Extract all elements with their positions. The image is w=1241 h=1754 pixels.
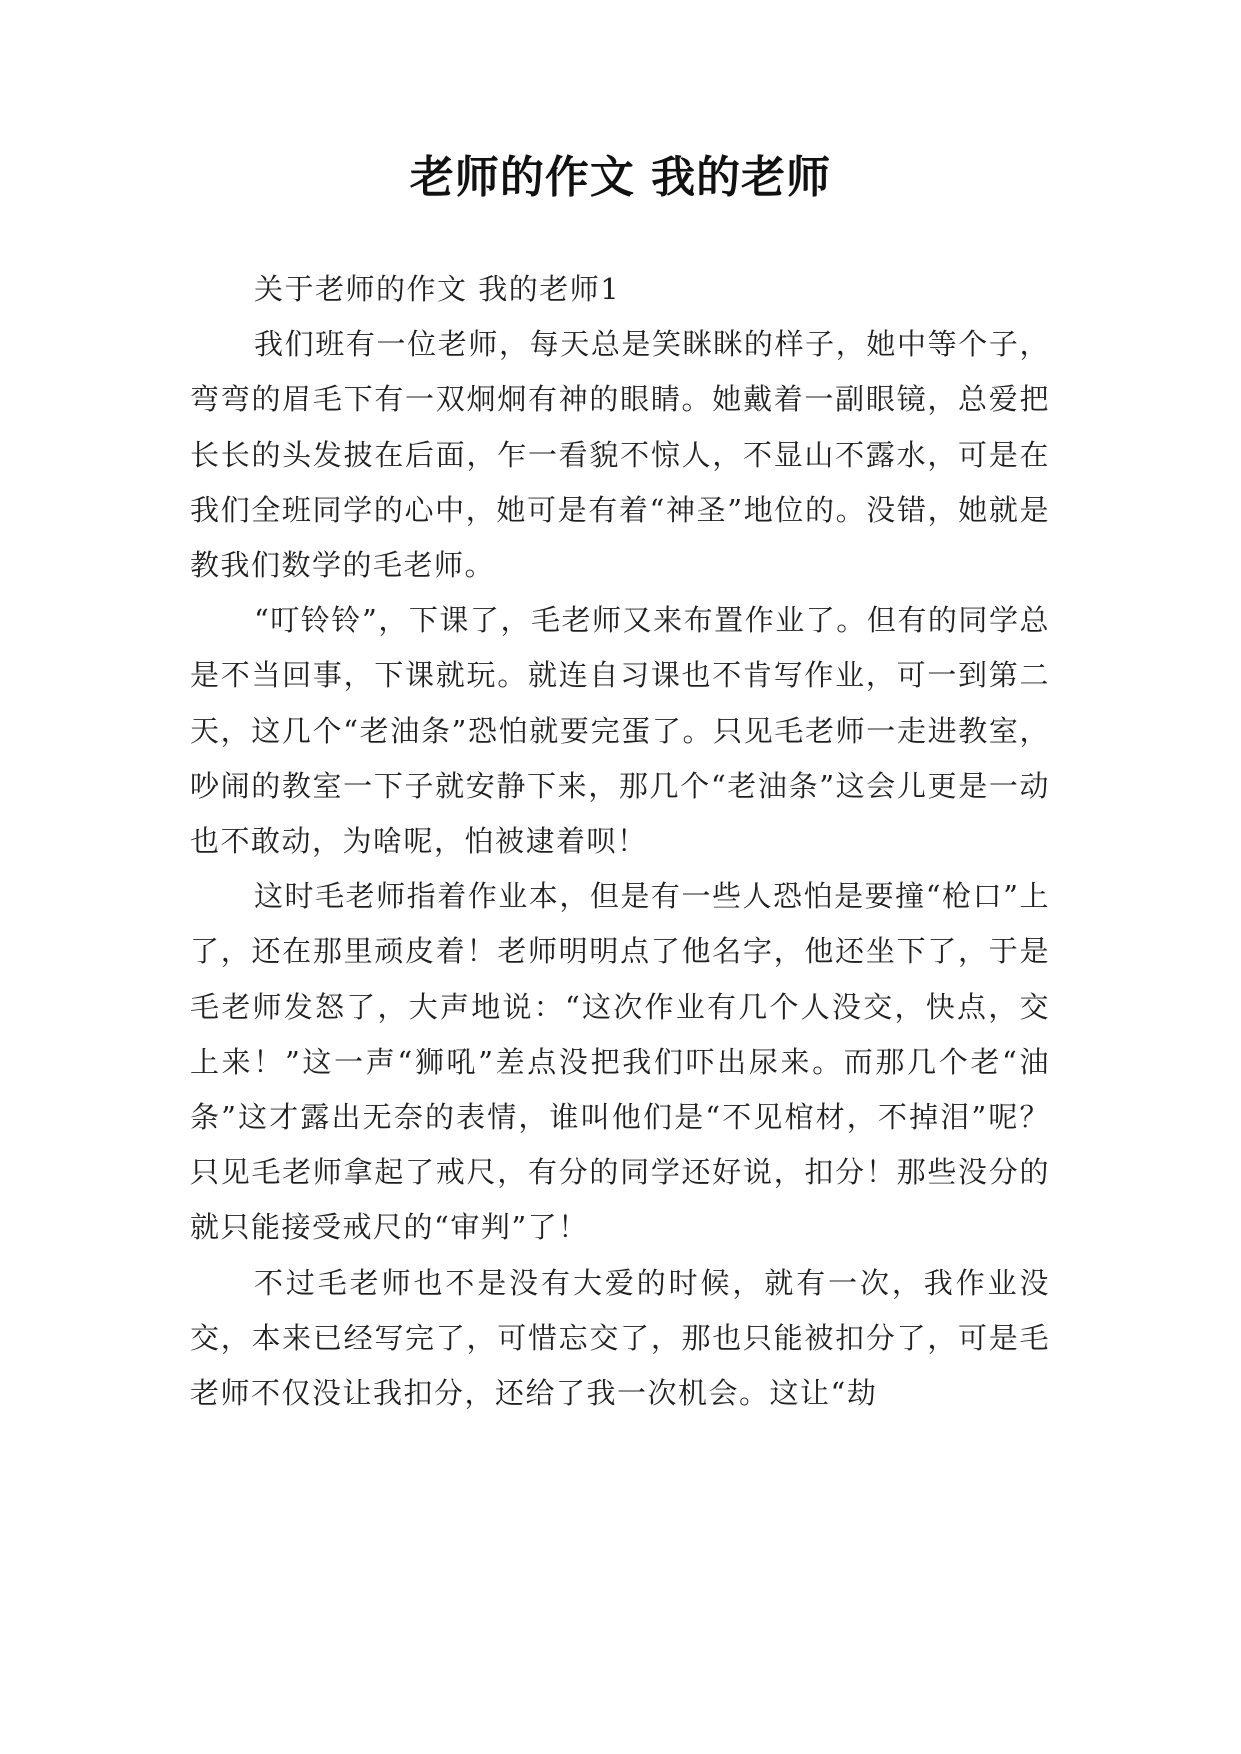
- subtitle-paragraph: 关于老师的作文 我的老师1: [254, 272, 621, 306]
- paragraph-1: 我们班有一位老师，每天总是笑眯眯的样子，她中等个子，弯弯的眉毛下有一双炯炯有神的眼睛。她戴着一副眼镜，总爱把长长的头发披在后面，乍一看貌不惊人，不显山不露水，可是在我们全班同学的心中，她可是有着“神圣”地位的。没错，她就是教我们数学的毛老师。: [190, 327, 1050, 583]
- paragraph-2: “叮铃铃”，下课了，毛老师又来布置作业了。但有的同学总是不当回事，下课就玩。就连自习课也不肯写作业，可一到第二天，这几个“老油条”恐怕就要完蛋了。只见毛老师一走进教室，吵闹的教室一下子就安静下来，那几个“老油条”这会儿更是一动也不敢动，为啥呢，怕被逮着呗！: [190, 603, 1050, 859]
- paragraph-3: 这时毛老师指着作业本，但是有一些人恐怕是要撞“枪口”上了，还在那里顽皮着！老师明明点了他名字，他还坐下了，于是毛老师发怒了，大声地说：“这次作业有几个人没交，快点，交上来！”这一声“狮吼”差点没把我们吓出尿来。而那几个老“油条”这才露出无奈的表情，谁叫他们是“不见棺材，不掉泪”呢？只见毛老师拿起了戒尺，有分的同学还好说，扣分！那些没分的就只能接受戒尺的“审判”了！: [190, 879, 1050, 1245]
- document-title: 老师的作文 我的老师: [409, 152, 832, 203]
- paragraph-4: 不过毛老师也不是没有大爱的时候，就有一次，我作业没交，本来已经写完了，可惜忘交了，那也只能被扣分了，可是毛老师不仅没让我扣分，还给了我一次机会。这让“劫: [190, 1265, 1050, 1411]
- document-body: [190, 262, 1050, 1421]
